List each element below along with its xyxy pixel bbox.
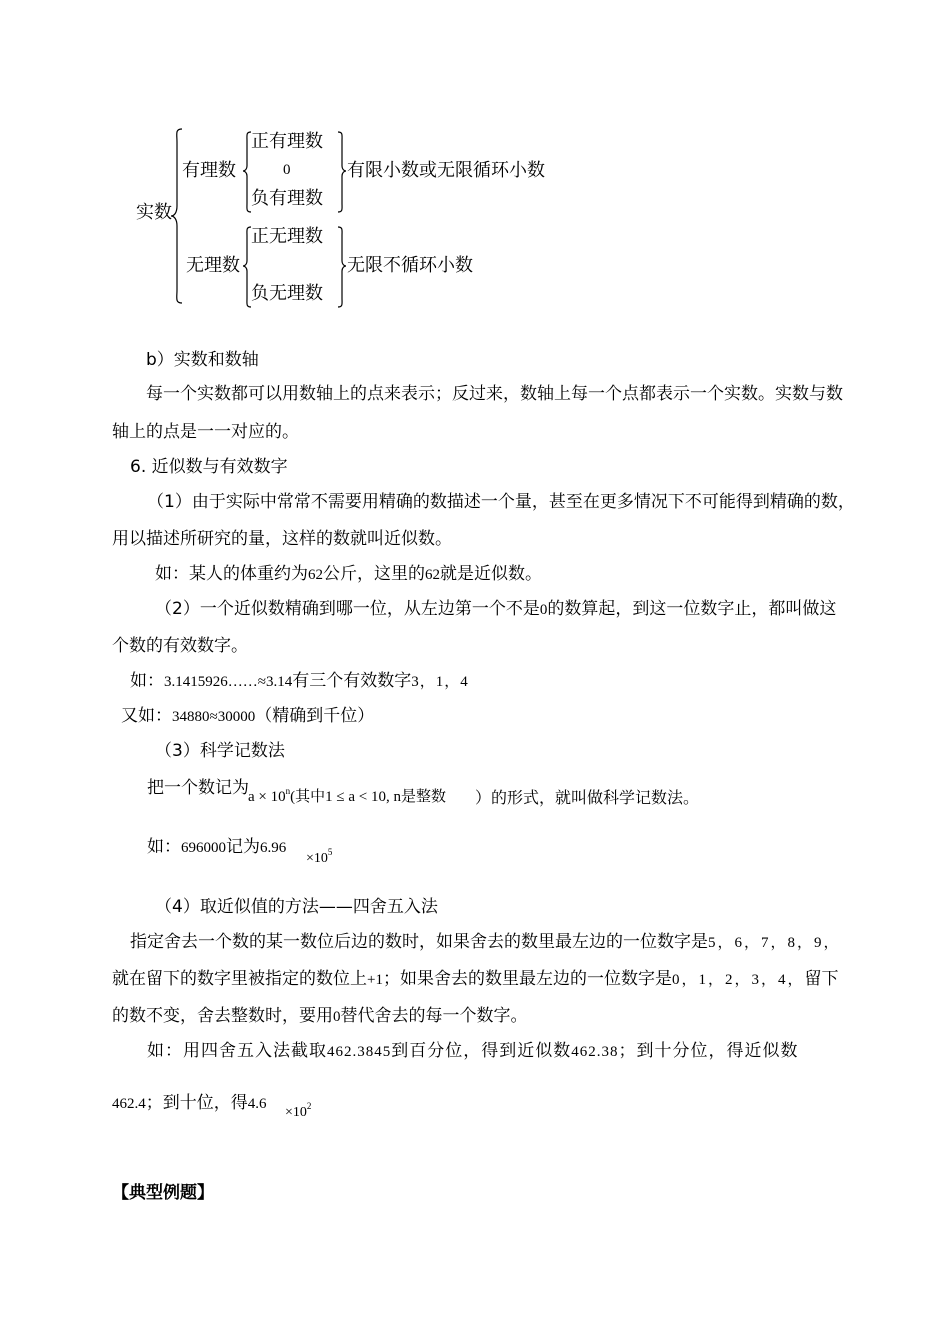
example-thousands xyxy=(121,708,374,725)
section-b-paragraph-line1: 每一个实数都可以用数轴上的点来表示；反过来，数轴上每一个点都表示一个实数。实数与数 xyxy=(146,384,843,404)
example-scientific-prefix: 如： xyxy=(147,837,181,857)
example-pi-digits: 3，1，4 xyxy=(411,674,469,690)
example-rounding-times: ×10 xyxy=(285,1105,307,1120)
rounding-line2-text-a: 就在留下的数字里被指定的数位上 xyxy=(112,969,367,989)
formula-condition: (其中1 ≤ a < 10, n是整数 xyxy=(290,789,446,805)
example-scientific xyxy=(147,839,286,856)
rational-closing-brace xyxy=(337,131,347,213)
formula-exponent: n xyxy=(285,786,291,796)
formula-base: a × 10 xyxy=(248,789,286,805)
example-rounding-text-c: ；到十分位，得近似数 xyxy=(618,1041,799,1061)
rounding-line3-text-a: 的数不变，舍去整数时，要用 xyxy=(112,1006,333,1026)
section-b-heading: b）实数和数轴 xyxy=(146,350,259,370)
example-scientific-exponent: 5 xyxy=(327,847,333,857)
example-pi-text: 有三个有效数字 xyxy=(292,671,412,691)
example-rounding-text-a: 如：用四舍五入法截取 xyxy=(147,1041,327,1061)
rounding-line2-text-c: 留下 xyxy=(804,969,839,989)
approx-definition-line1: （1）由于实际中常常不需要用精确的数描述一个量，甚至在更多情况下不可能得到精确的数， xyxy=(147,492,855,512)
section-6-heading: 6. 近似数与有效数字 xyxy=(130,457,288,477)
example-pi-number: 3.1415926……≈3.14 xyxy=(164,674,293,690)
example-thousands-prefix: 又如： xyxy=(121,706,172,726)
example-scientific-times: ×10 xyxy=(306,851,328,866)
significant-digits-text-b: 的数算起，到这一位数字止，都叫做这 xyxy=(547,599,837,619)
example-weight-number-2: 62 xyxy=(425,567,440,583)
example-rounding-exponent: 2 xyxy=(306,1101,312,1111)
irrational-description: 无限不循环小数 xyxy=(347,255,473,276)
example-weight-text-a: 如：某人的体重约为 xyxy=(155,564,308,584)
significant-digits-text-a: （2）一个近似数精确到哪一位，从左边第一个不是 xyxy=(155,599,540,619)
zero-item: 0 xyxy=(283,162,291,178)
example-rounding-text-b: 到百分位，得到近似数 xyxy=(391,1041,572,1061)
outer-brace xyxy=(170,128,184,304)
rounding-line2-text-b: ；如果舍去的数里最左边的一位数字是 xyxy=(382,969,672,989)
significant-digits-line2: 个数的有效数字。 xyxy=(112,636,248,656)
example-weight-text-b: 公斤，这里的 xyxy=(323,564,425,584)
rounding-line1 xyxy=(130,934,841,951)
scientific-notation-text-a: 把一个数记为 xyxy=(147,778,249,798)
approx-definition-line2: 用以描述所研究的量，这样的数就叫近似数。 xyxy=(112,529,452,549)
rounding-line3 xyxy=(112,1008,528,1025)
section-b-paragraph-line2: 轴上的点是一一对应的。 xyxy=(112,422,299,442)
example-thousands-number: 34880≈30000 xyxy=(172,709,256,725)
example-weight-number: 62 xyxy=(308,567,323,583)
significant-digits-zero: 0 xyxy=(539,602,548,618)
rounding-down-digits: 0，1，2，3，4， xyxy=(671,972,805,988)
irrational-label: 无理数 xyxy=(186,255,240,276)
example-thousands-note: （精确到千位） xyxy=(255,706,375,726)
rational-description: 有限小数或无限循环小数 xyxy=(347,160,545,181)
rounding-heading: （4）取近似值的方法——四舍五入法 xyxy=(155,897,438,917)
scientific-notation-definition xyxy=(147,780,249,797)
example-rounding-hundredths: 462.38 xyxy=(571,1044,619,1060)
irrational-closing-brace xyxy=(337,226,347,308)
rational-label: 有理数 xyxy=(182,160,236,181)
rounding-line2 xyxy=(112,971,838,988)
negative-rational: 负有理数 xyxy=(251,188,323,209)
scientific-notation-formula xyxy=(248,786,446,805)
rounding-plus-one: +1 xyxy=(367,972,383,988)
example-pi-prefix: 如： xyxy=(130,671,164,691)
example-rounding-number: 462.3845 xyxy=(327,1044,392,1060)
rounding-zero: 0 xyxy=(333,1009,341,1025)
example-rounding-tenths: 462.4 xyxy=(112,1096,146,1112)
scientific-notation-heading: （3）科学记数法 xyxy=(155,741,285,761)
example-scientific-number: 696000 xyxy=(181,840,226,856)
negative-irrational: 负无理数 xyxy=(251,283,323,304)
example-rounding-line2 xyxy=(112,1095,267,1112)
example-rounding-line1 xyxy=(147,1043,799,1060)
positive-irrational: 正无理数 xyxy=(251,226,323,247)
example-rounding-mantissa: 4.6 xyxy=(247,1096,267,1112)
rounding-line3-text-b: 替代舍去的每一个数字。 xyxy=(340,1006,528,1026)
example-rounding-line2-text: ；到十位，得 xyxy=(145,1093,248,1113)
root-label: 实数 xyxy=(136,202,172,223)
significant-digits-line1 xyxy=(155,601,836,618)
example-scientific-power xyxy=(306,847,333,866)
example-rounding-power xyxy=(285,1101,312,1120)
rounding-up-digits: 5，6，7，8，9， xyxy=(708,935,841,951)
rounding-line1-text: 指定舍去一个数的某一数位后边的数时，如果舍去的数里最左边的一位数字是 xyxy=(130,932,708,952)
scientific-notation-text-b: ）的形式，就叫做科学记数法。 xyxy=(475,788,700,807)
example-weight-text-c: 就是近似数。 xyxy=(440,564,542,584)
example-weight xyxy=(155,566,542,583)
example-pi xyxy=(130,673,469,690)
typical-examples-heading: 【典型例题】 xyxy=(112,1183,214,1203)
positive-rational: 正有理数 xyxy=(251,131,323,152)
example-scientific-mantissa: 6.96 xyxy=(260,840,287,856)
example-scientific-text: 记为 xyxy=(226,837,260,857)
